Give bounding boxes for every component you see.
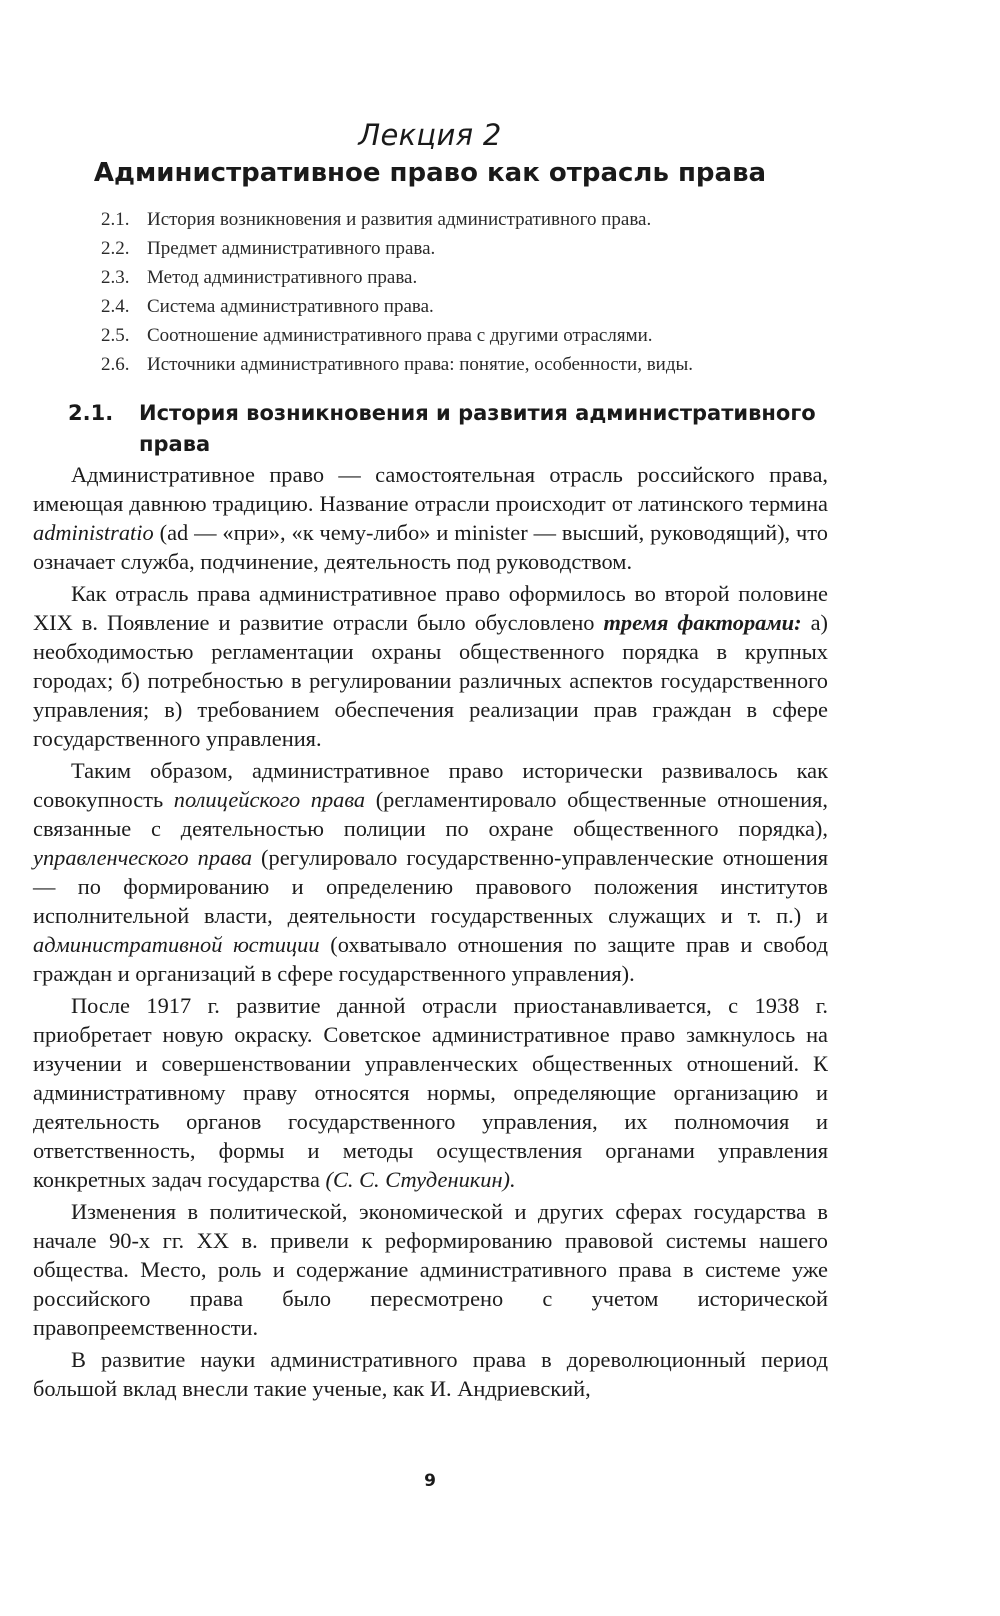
section-title: История возникновения и развития административного права [139, 401, 816, 456]
outline-item [101, 296, 881, 325]
outline-item-number: 2.3. [101, 267, 130, 288]
outline-item-text: Источники административного права: понятие, особенности, виды. [147, 354, 694, 375]
outline-item-number: 2.6. [101, 354, 130, 375]
paragraph-text: (регулировало государственно-управленческие отношения — по формированию и определению правового положения институтов исполнительной власти, деятельности государственных служащих и т. п.) и [33, 845, 828, 928]
body-text [33, 460, 828, 1406]
paragraph [33, 756, 828, 988]
citation: (С. С. Студеникин). [325, 1167, 516, 1192]
page-number: 9 [424, 1471, 436, 1491]
paragraph-text: (регламентировало общественные отношения, связанные с деятельностью полиции по охране общественного порядка), [33, 787, 828, 841]
latin-term: administratio [33, 520, 154, 545]
paragraph-text: а) необходимостью регламентации охраны общественного порядка в крупных городах; б) потребностью в регулировании различных аспектов государственного управления; в) требованием обеспечения реализации прав граждан в сфере государственного управления. [33, 610, 828, 751]
outline-item-number: 2.2. [101, 238, 130, 259]
outline-item-text: Соотношение административного права с другими отраслями. [147, 325, 653, 346]
outline-item [101, 325, 881, 354]
outline-item-number: 2.1. [101, 209, 130, 230]
italic-term: административной юстиции [33, 932, 320, 957]
outline-item [101, 238, 881, 267]
paragraph [33, 460, 828, 576]
paragraph-text: (охватывало отношения по защите прав и свобод граждан и организаций в сфере государственного управления). [33, 932, 828, 986]
italic-term: управленческого права [33, 845, 253, 870]
outline-item [101, 209, 881, 238]
lecture-outline [101, 209, 881, 383]
paragraph-text: Таким образом, административное право исторически развивалось как совокупность [33, 758, 828, 812]
paragraph [33, 579, 828, 753]
chapter-title: Административное право как отрасль права [93, 158, 767, 188]
outline-item-text: Система административного права. [147, 296, 434, 317]
paragraph-text: Как отрасль права административное право оформилось во второй половине XIX в. Появление и развитие отрасли было обусловлено [33, 581, 828, 635]
paragraph-text: Изменения в политической, экономической и других сферах государства в начале 90-х гг. XX в. привели к реформированию правовой системы нашего общества. Место, роль и содержание административного права в системе уже российского права было пересмотрено с учетом исторической правопреемственности. [33, 1199, 828, 1340]
outline-item-text: Метод административного права. [147, 267, 418, 288]
outline-item-number: 2.4. [101, 296, 130, 317]
paragraph-text: (ad — «при», «к чему-либо» и minister — высший, руководящий), что означает служба, подчинение, деятельность под руководством. [33, 520, 828, 574]
outline-item-text: Предмет административного права. [147, 238, 436, 259]
italic-term: полицейского права [173, 787, 366, 812]
outline-item-text: История возникновения и развития административного права. [147, 209, 652, 230]
emphasis-term: тремя факторами: [603, 610, 802, 635]
section-number: 2.1. [68, 401, 114, 425]
outline-item-number: 2.5. [101, 325, 130, 346]
outline-item [101, 354, 881, 383]
paragraph-text: После 1917 г. развитие данной отрасли приостанавливается, с 1938 г. приобретает новую окраску. Советское административное право замкнулось на изучении и совершенствовании управленческих общественных отношений. К административному праву относятся нормы, определяющие организацию и деятельность органов государственного управления, их полномочия и ответственность, формы и методы осуществления органами управления конкретных задач государства [33, 993, 828, 1192]
lecture-label: Лекция 2 [358, 118, 502, 152]
paragraph-text: В развитие науки административного права в дореволюционный период большой вклад внесли такие ученые, как И. Андриевский, [33, 1347, 828, 1401]
paragraph [33, 1197, 828, 1342]
paragraph [33, 1345, 828, 1403]
outline-item [101, 267, 881, 296]
section-heading [68, 398, 858, 460]
paragraph-text: Административное право — самостоятельная отрасль российского права, имеющая давнюю традицию. Название отрасли происходит от латинского термина [33, 462, 828, 516]
paragraph [33, 991, 828, 1194]
